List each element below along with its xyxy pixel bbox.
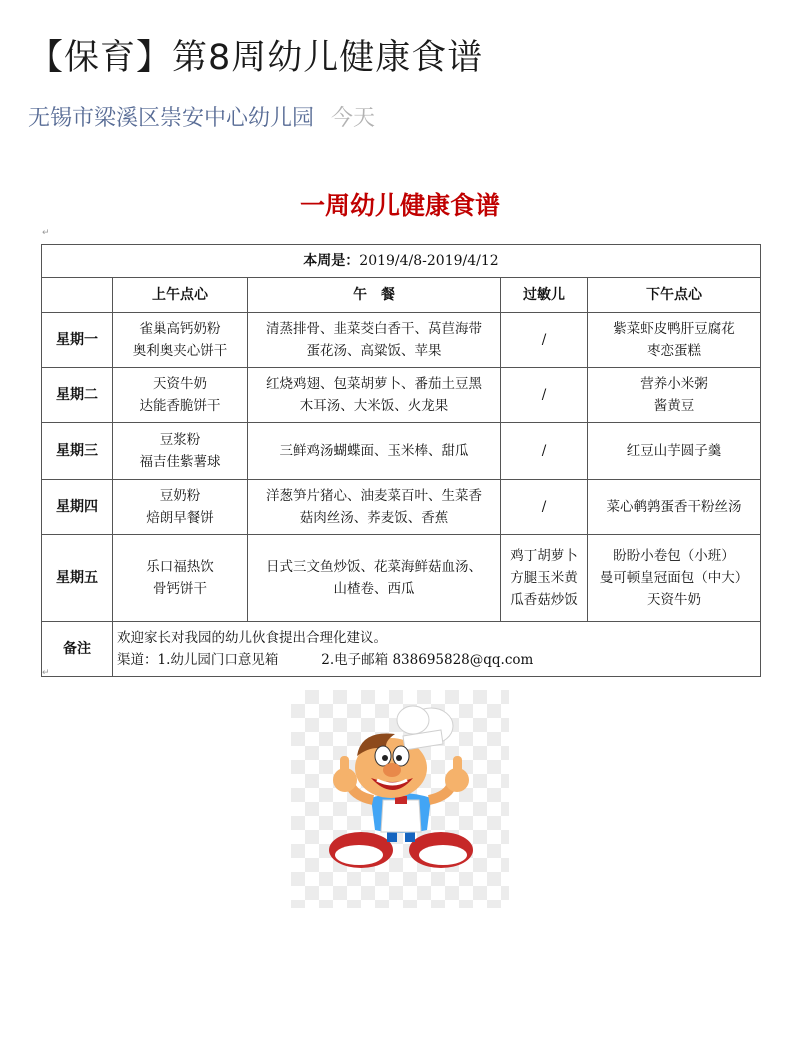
note-text: 欢迎家长对我园的幼儿伙食提出合理化建议。 渠道：1.幼儿园门口意见箱 2.电子邮箱 838695828@qq.com xyxy=(113,622,761,677)
table-row xyxy=(42,313,761,368)
week-range: 2019/4/8-2019/4/12 xyxy=(359,253,499,269)
week-range-row xyxy=(42,245,761,278)
afternoon-snack-cell: 红豆山芋圆子羹 xyxy=(588,423,761,480)
week-range-cell xyxy=(42,245,761,278)
table-row xyxy=(42,368,761,423)
allergy-cell: / xyxy=(501,313,588,368)
table-row xyxy=(42,480,761,535)
header-lunch: 午 餐 xyxy=(248,278,501,313)
paragraph-mark: ↵ xyxy=(42,668,50,678)
note-label: 备注 xyxy=(42,622,113,677)
table-header-row xyxy=(42,278,761,313)
morning-snack-cell: 乐口福热饮 骨钙饼干 xyxy=(113,535,248,622)
lunch-cell: 红烧鸡翅、包菜胡萝卜、番茄土豆黑 木耳汤、大米饭、火龙果 xyxy=(248,368,501,423)
afternoon-snack-cell: 盼盼小卷包（小班） 曼可顿皇冠面包（中大） 天资牛奶 xyxy=(588,535,761,622)
day-label: 星期一 xyxy=(42,313,113,368)
lunch-cell: 三鲜鸡汤蝴蝶面、玉米棒、甜瓜 xyxy=(248,423,501,480)
allergy-cell: 鸡丁胡萝卜 方腿玉米黄 瓜香菇炒饭 xyxy=(501,535,588,622)
article-meta xyxy=(28,104,375,134)
week-label: 本周是： xyxy=(303,253,360,269)
header-corner xyxy=(42,278,113,313)
morning-snack-cell: 雀巢高钙奶粉 奥利奥夹心饼干 xyxy=(113,313,248,368)
lunch-cell: 清蒸排骨、韭菜茭白香干、莴苣海带 蛋花汤、高粱饭、苹果 xyxy=(248,313,501,368)
article-title: 【保育】第8周幼儿健康食谱 xyxy=(28,38,484,78)
weekly-menu-table xyxy=(41,244,761,677)
afternoon-snack-cell: 紫菜虾皮鸭肝豆腐花 枣恋蛋糕 xyxy=(588,313,761,368)
lunch-cell: 洋葱笋片猪心、油麦菜百叶、生菜香 菇肉丝汤、荞麦饭、香蕉 xyxy=(248,480,501,535)
morning-snack-cell: 豆浆粉 福吉佳紫薯球 xyxy=(113,423,248,480)
note-row xyxy=(42,622,761,677)
day-label: 星期二 xyxy=(42,368,113,423)
chef-thumbs-up-icon xyxy=(291,690,509,908)
morning-snack-cell: 豆奶粉 焙朗早餐饼 xyxy=(113,480,248,535)
day-label: 星期三 xyxy=(42,423,113,480)
publish-time: 今天 xyxy=(331,106,376,131)
paragraph-mark: ↵ xyxy=(42,228,50,238)
header-afternoon-snack: 下午点心 xyxy=(588,278,761,313)
table-row xyxy=(42,423,761,480)
header-morning-snack: 上午点心 xyxy=(113,278,248,313)
day-label: 星期四 xyxy=(42,480,113,535)
day-label: 星期五 xyxy=(42,535,113,622)
allergy-cell: / xyxy=(501,480,588,535)
menu-heading: 一周幼儿健康食谱 xyxy=(299,191,500,220)
allergy-cell: / xyxy=(501,368,588,423)
morning-snack-cell: 天资牛奶 达能香脆饼干 xyxy=(113,368,248,423)
lunch-cell: 日式三文鱼炒饭、花菜海鲜菇血汤、 山楂卷、西瓜 xyxy=(248,535,501,622)
table-row xyxy=(42,535,761,622)
afternoon-snack-cell: 菜心鹌鹑蛋香干粉丝汤 xyxy=(588,480,761,535)
header-allergy: 过敏儿 xyxy=(501,278,588,313)
account-name-link[interactable]: 无锡市梁溪区崇安中心幼儿园 xyxy=(28,106,315,131)
allergy-cell: / xyxy=(501,423,588,480)
afternoon-snack-cell: 营养小米粥 酱黄豆 xyxy=(588,368,761,423)
